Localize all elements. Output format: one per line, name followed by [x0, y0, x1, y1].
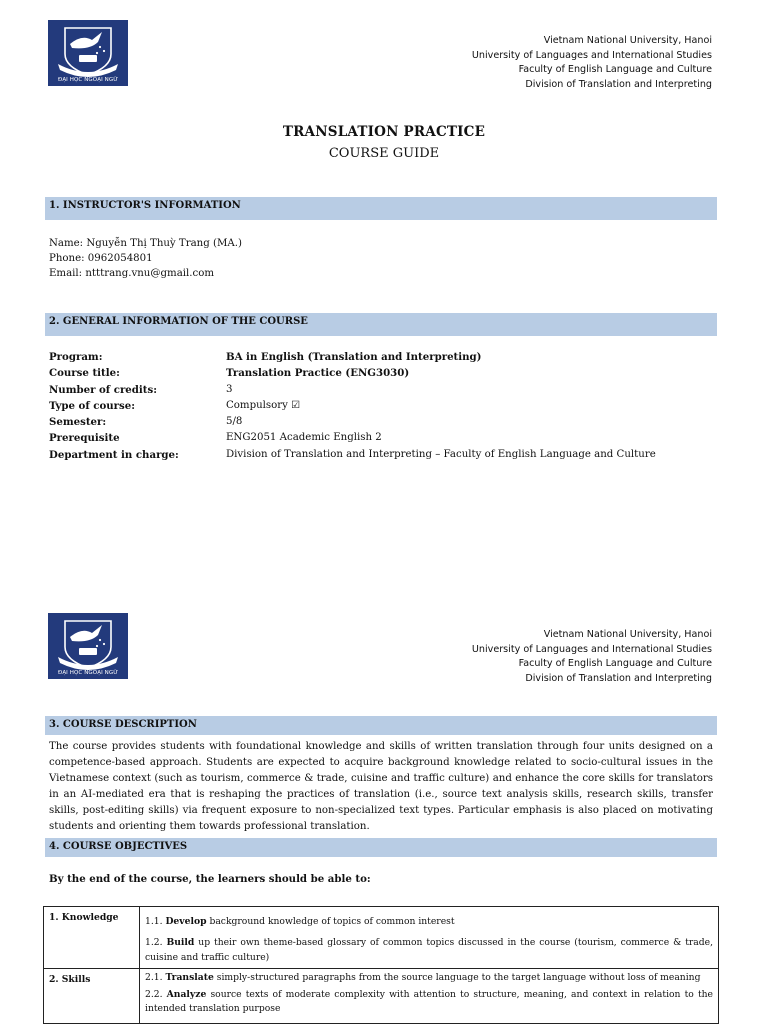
info-value: 3: [226, 383, 233, 395]
info-label: Type of course:: [49, 399, 136, 412]
institution-line: Faculty of English Language and Culture: [518, 658, 712, 670]
objective-text: simply-structured paragraphs from the source language to the target language without loss of meaning: [216, 971, 701, 983]
objective-number: 2.2.: [145, 989, 163, 1001]
info-value: Translation Practice (ENG3030): [226, 367, 410, 380]
objective-text: up their own theme-based glossary of common topics discussed in the course (tourism, commerce & trade, cuisine and traffic culture): [145, 937, 713, 963]
objective-row-skills: [44, 968, 719, 1023]
objective-verb: Build: [166, 937, 195, 949]
section-heading-text: 2. GENERAL INFORMATION OF THE COURSE: [49, 316, 308, 327]
document-subtitle: COURSE GUIDE: [328, 146, 440, 161]
info-row-prerequisite: [49, 430, 719, 446]
institution-line: Vietnam National University, Hanoi: [543, 629, 712, 640]
instructor-name: Name: Nguyễn Thị Thuỳ Trang (MA.): [49, 238, 242, 249]
info-row-type: [49, 398, 719, 414]
info-row-course-title: [49, 365, 719, 381]
objective-verb: Analyze: [166, 989, 207, 1001]
logo-caption: ĐẠI HỌC NGOẠI NGỮ: [57, 670, 119, 676]
institution-block: [472, 34, 712, 92]
institution-line: University of Languages and International Studies: [471, 643, 712, 655]
info-label: Prerequisite: [49, 432, 120, 445]
objective-category: 2. Skills: [44, 968, 140, 1023]
objective-items: [140, 907, 719, 969]
objective-item: [140, 907, 718, 929]
university-logo: [48, 613, 128, 679]
institution-line: Vietnam National University, Hanoi: [543, 35, 712, 46]
instructor-phone: Phone: 0962054801: [49, 253, 153, 264]
logo-caption: ĐẠI HỌC NGOẠI NGỮ: [57, 77, 119, 83]
objective-items: [140, 968, 719, 1023]
section-heading-text: 1. INSTRUCTOR'S INFORMATION: [49, 200, 241, 211]
institution-line: Division of Translation and Interpreting: [525, 78, 712, 90]
section-heading-description: [45, 716, 717, 735]
info-row-program: [49, 349, 719, 365]
objectives-intro: By the end of the course, the learners should be able to:: [49, 873, 371, 885]
info-value: Division of Translation and Interpreting – Faculty of English Language and Culture: [226, 448, 656, 460]
info-label: Number of credits:: [49, 383, 157, 396]
section-heading-text: 3. COURSE DESCRIPTION: [49, 719, 197, 730]
info-value: 5/8: [226, 416, 243, 428]
section-heading-instructor: [45, 197, 717, 220]
objective-row-knowledge: [44, 907, 719, 969]
info-label: Semester:: [49, 416, 107, 429]
section-heading-objectives: [45, 838, 717, 857]
institution-line: University of Languages and International Studies: [471, 49, 712, 61]
objective-item: [140, 969, 718, 985]
objective-text: background knowledge of topics of common interest: [209, 916, 455, 927]
info-label: Course title:: [49, 367, 120, 380]
objective-category: 1. Knowledge: [44, 907, 140, 969]
objective-text: source texts of moderate complexity with attention to structure, meaning, and context in relation to the intended translation purpose: [145, 989, 713, 1015]
objective-verb: Develop: [165, 916, 207, 927]
info-label: Program:: [49, 351, 103, 363]
objective-number: 1.2.: [145, 937, 163, 949]
objective-verb: Translate: [165, 971, 214, 983]
objective-number: 1.1.: [145, 916, 163, 927]
course-info-table: [49, 349, 719, 463]
info-value: Compulsory ☑: [226, 399, 301, 411]
info-row-semester: [49, 414, 719, 430]
university-logo: [48, 20, 128, 86]
instructor-contact: [49, 236, 242, 281]
objective-number: 2.1.: [145, 971, 163, 983]
objective-item: [140, 985, 718, 1023]
document-title: TRANSLATION PRACTICE: [282, 124, 486, 140]
institution-line: Division of Translation and Interpreting: [525, 672, 712, 684]
info-value: BA in English (Translation and Interpreting): [226, 351, 482, 363]
institution-block: [472, 628, 712, 686]
institution-line: Faculty of English Language and Culture: [518, 64, 712, 76]
section-heading-general: [45, 313, 717, 336]
info-row-credits: [49, 382, 719, 398]
course-description: The course provides students with foundational knowledge and skills of written translation through four units designed on a competence-based approach. Students are expected to acquire background knowledge related to socio-cultural issues in the Vietnamese context (such as tourism, commerce & trade, cuisine and traffic culture) and enhance the core skills for translators in an AI-mediated era that is reshaping the practices of translation (i.e., source text analysis skills, research skills, transfer skills, post-editing skills) via frequent exposure to non-specialized text types. Particular emphasis is also placed on motivating students and orienting them towards professional translation.: [49, 741, 713, 832]
info-value: ENG2051 Academic English 2: [226, 432, 382, 444]
objectives-table: [43, 906, 719, 1024]
section-heading-text: 4. COURSE OBJECTIVES: [49, 841, 188, 852]
objective-item: [140, 929, 718, 968]
info-row-department: [49, 447, 719, 463]
info-label: Department in charge:: [49, 448, 179, 461]
instructor-email[interactable]: Email: ntttrang.vnu@gmail.com: [49, 268, 215, 279]
